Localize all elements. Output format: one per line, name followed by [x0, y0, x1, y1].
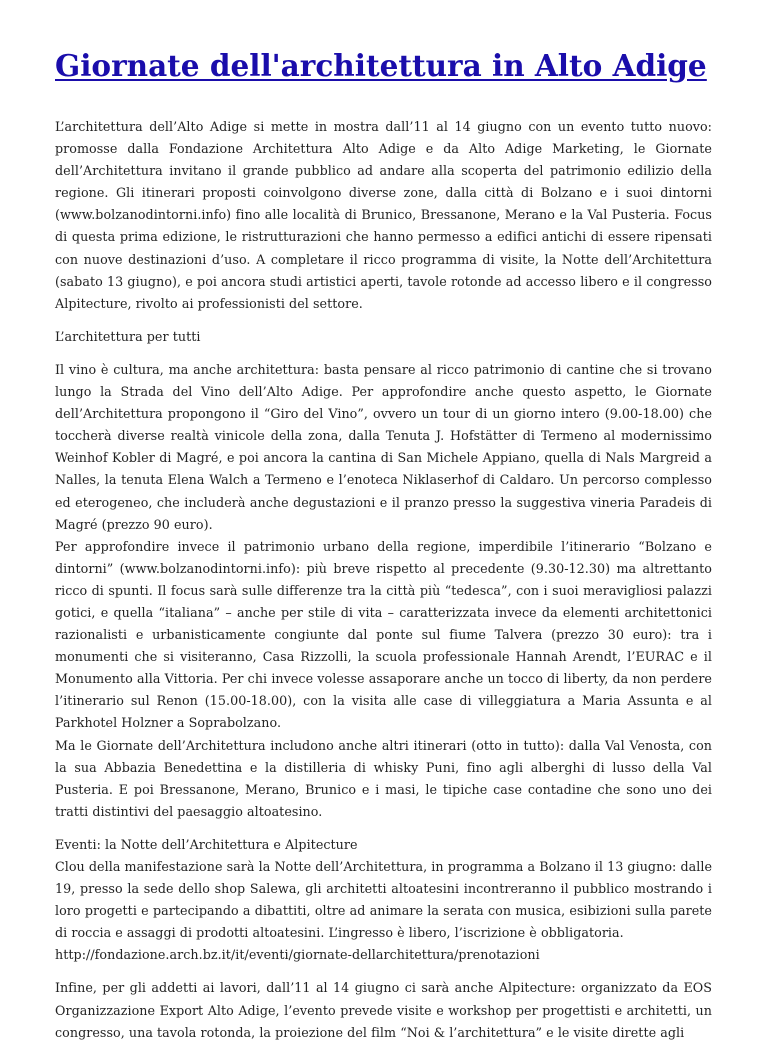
alpitecture-paragraph: Infine, per gli addetti ai lavori, dall’11 al 14 giugno ci sarà anche Alpitecture: organizzato da EOS Organizzazione Export Alto Adige, l’evento prevede visite e workshop per progettisti e architetti, un congresso, una tavola rotonda, la proiezione del film “Noi & l’architettura” e le visite dirette agli — [55, 980, 712, 1040]
wine-tour-text: Il vino è cultura, ma anche architettura: basta pensare al ricco patrimonio di cantine che si trovano lungo la Strada del Vino dell’Alto Adige. Per approfondire anche questo aspetto, le Giornate dell’Architettura propongono il “Giro del Vino”, ovvero un tour di un giorno intero (9.00-18.00) che toccherà diverse realtà vinicole della zona, dalla Tenuta J. Hofstätter di Termeno al modernissimo Weinhof Kobler di Magré, e poi ancora la cantina di San Michele Appiano, quella di Nals Margreid a Nalles, la tenuta Elena Walch a Termeno e l’enoteca Niklaserhof di Caldaro. Un percorso complesso ed eterogeneo, che includerà anche degustazioni e il pranzo presso la suggestiva vineria Paradeis di Magré (prezzo 90 euro). — [55, 361, 712, 532]
article-title[interactable] — [55, 46, 712, 86]
wine-tour-paragraph — [55, 359, 712, 823]
section-heading-eventi: Eventi: la Notte dell’Architettura e Alpitecture — [55, 836, 358, 852]
events-paragraph — [55, 834, 712, 967]
notte-architettura-text: Clou della manifestazione sarà la Notte dell’Architettura, in programma a Bolzano il 13 giugno: dalle 19, presso la sede dello shop Salewa, gli architetti altoatesini incontreranno il pubblico mostrando i loro progetti e partecipando a dibattiti, oltre ad animare la serata con musica, esibizioni sulla parete di roccia e assaggi di prodotti altoatesini. L’ingresso è libero, l’iscrizione è obbligatoria. — [55, 859, 712, 941]
prenotazioni-url: http://fondazione.arch.bz.it/it/eventi/giornate-dellarchitettura/prenotazioni — [55, 947, 540, 963]
article — [0, 46, 768, 1044]
article-title-link[interactable]: Giornate dell'architettura in Alto Adige — [55, 48, 707, 83]
bolzano-itinerary-text: Per approfondire invece il patrimonio urbano della regione, imperdibile l’itinerario “Bolzano e dintorni” (www.bolzanodintorni.info): più breve rispetto al precedente (9.30-12.30) ma altrettanto ricco di spunti. Il focus sarà sulle differenze tra la città più “tedesca”, con i suoi meravigliosi palazzi gotici, e quella “italiana” – anche per stile di vita – caratterizzata invece da elementi architettonici razionalisti e urbanisticamente congiunte dal ponte sul fiume Talvera (prezzo 30 euro): tra i monumenti che si visiteranno, Casa Rizzolli, la scuola professionale Hannah Arendt, l’EURAC e il Monumento alla Vittoria. Per chi invece volesse assaporare anche un tocco di liberty, da non perdere l’itinerario sul Renon (15.00-18.00), con la visita alle case di villeggiatura a Maria Assunta e al Parkhotel Holzner a Soprabolzano. — [55, 538, 712, 731]
other-itineraries-text: Ma le Giornate dell’Architettura includono anche altri itinerari (otto in tutto): dalla Val Venosta, con la sua Abbazia Benedettina e la distilleria di whisky Puni, fino agli alberghi di lusso della Val Pusteria. E poi Bressanone, Merano, Brunico e i masi, le tipiche case contadine che sono uno dei tratti distintivi del paesaggio altoatesino. — [55, 737, 712, 819]
intro-paragraph: L’architettura dell’Alto Adige si mette in mostra dall’11 al 14 giugno con un evento tutto nuovo: promosse dalla Fondazione Architettura Alto Adige e da Alto Adige Marketing, le Giornate dell’Architettura invitano il grande pubblico ad andare alla scoperta del patrimonio edilizio della regione. Gli itinerari proposti coinvolgono diverse zone, dalla città di Bolzano e i suoi dintorni (www.bolzanodintorni.info) fino alle località di Brunico, Bressanone, Merano e la Val Pusteria. Focus di questa prima edizione, le ristrutturazioni che hanno permesso a edifici antichi di essere ripensati con nuove destinazioni d’uso. A completare il ricco programma di visite, la Notte dell’Architettura (sabato 13 giugno), e poi ancora studi artistici aperti, tavole rotonde ad accesso libero e il congresso Alpitecture, rivolto ai professionisti del settore. — [55, 119, 712, 311]
section-heading-architettura-per-tutti: L’architettura per tutti — [55, 328, 201, 344]
